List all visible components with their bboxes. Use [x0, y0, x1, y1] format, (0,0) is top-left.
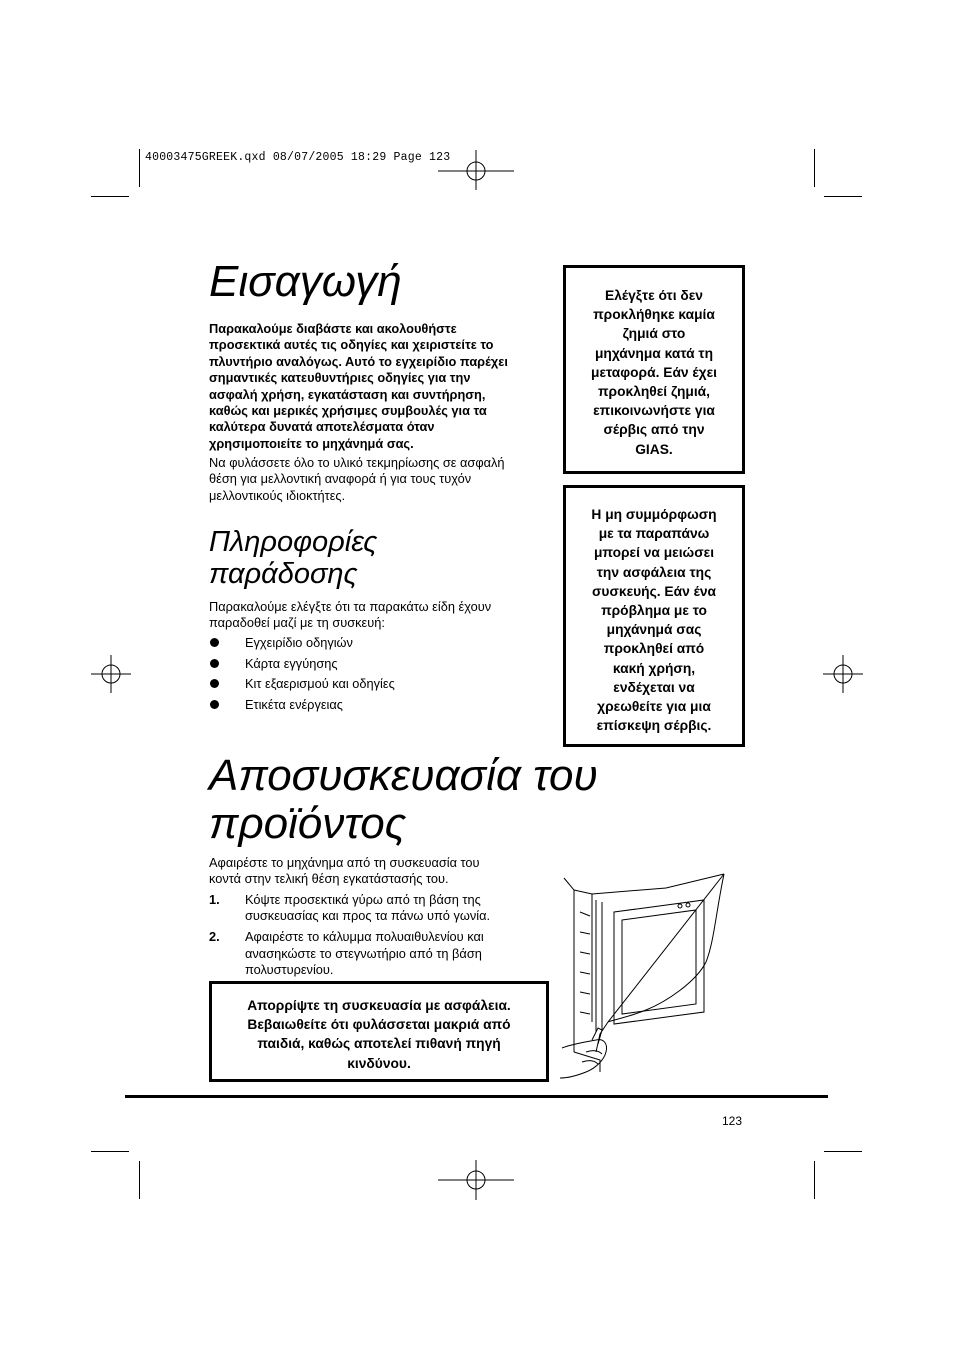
bullet-icon — [210, 659, 219, 668]
list-item: Κιτ εξαερισμού και οδηγίες — [209, 674, 539, 695]
delivery-list — [209, 633, 539, 715]
delivery-title: Πληροφορίες παράδοσης — [209, 526, 378, 590]
list-item: 1. Κόψτε προσεκτικά γύρω από τη βάση της συσκευασίας και προς τα πάνω υπό γωνία. — [209, 892, 491, 924]
list-item: Ετικέτα ενέργειας — [209, 695, 539, 716]
list-item: Εγχειρίδιο οδηγιών — [209, 633, 539, 654]
page-number: 123 — [722, 1114, 743, 1128]
intro-bold-paragraph: Παρακαλούμε διαβάστε και ακολουθήστε προσεκτικά αυτές τις οδηγίες και χειριστείτε το πλυντήριο αναλόγως. Αυτό το εγχειρίδιο παρέχει σημαντικές κατευθυντήριες οδηγίες για την ασφαλή χρήση, εγκατάσταση και συντήρηση, καθώς και μερικές χρήσιμες συμβουλές για τα καλύτερα δυνατά αποτελέσματα όταν χρησιμοποιείτε το μηχάνημά σας. — [209, 321, 508, 451]
list-item: 2. Αφαιρέστε το κάλυμμα πολυαιθυλενίου και ανασηκώστε το στεγνωτήριο από τη βάση πολυστυρενίου. — [209, 929, 484, 977]
unpacking-title: Αποσυσκευασία του προϊόντος — [209, 751, 598, 848]
delivery-intro: Παρακαλούμε ελέγξτε ότι τα παρακάτω είδη έχουν παραδοθεί μαζί με τη συσκευή: — [209, 599, 492, 631]
unpacking-illustration — [556, 872, 732, 1084]
compliance-box: Η μη συμμόρφωση με τα παραπάνω μπορεί να μειώσει την ασφάλεια της συσκευής. Εάν ένα πρόβλημα με το μηχάνημά σας προκληθεί από κακή χρήση, ενδέχεται να χρεωθείτε για μια επίσκεψη σέρβις. — [563, 485, 745, 747]
intro-paragraph: Να φυλάσσετε όλο το υλικό τεκμηρίωσης σε ασφαλή θέση για μελλοντική αναφορά ή για τους τυχόν μελλοντικούς ιδιοκτήτες. — [209, 455, 505, 503]
list-item: Κάρτα εγγύησης — [209, 654, 539, 675]
bullet-icon — [210, 679, 219, 688]
bullet-icon — [210, 638, 219, 647]
bullet-icon — [210, 700, 219, 709]
unpacking-intro: Αφαιρέστε το μηχάνημα από τη συσκευασία του κοντά στην τελική θέση εγκατάστασής του. — [209, 855, 480, 887]
disposal-warning-box: Απορρίψτε τη συσκευασία με ασφάλεια. Βεβαιωθείτε ότι φυλάσσεται μακριά από παιδιά, καθώς αποτελεί πιθανή πηγή κινδύνου. — [209, 981, 549, 1082]
damage-check-box: Ελέγξτε ότι δεν προκλήθηκε καμία ζημιά στο μηχάνημα κατά τη μεταφορά. Εάν έχει προκληθεί ζημιά, επικοινωνήστε για σέρβις από την GIAS. — [563, 265, 745, 474]
intro-title: Εισαγωγή — [209, 257, 402, 306]
file-slug: 40003475GREEK.qxd 08/07/2005 18:29 Page 123 — [145, 151, 451, 164]
unpacking-steps — [209, 892, 549, 983]
footer-rule — [125, 1095, 828, 1098]
